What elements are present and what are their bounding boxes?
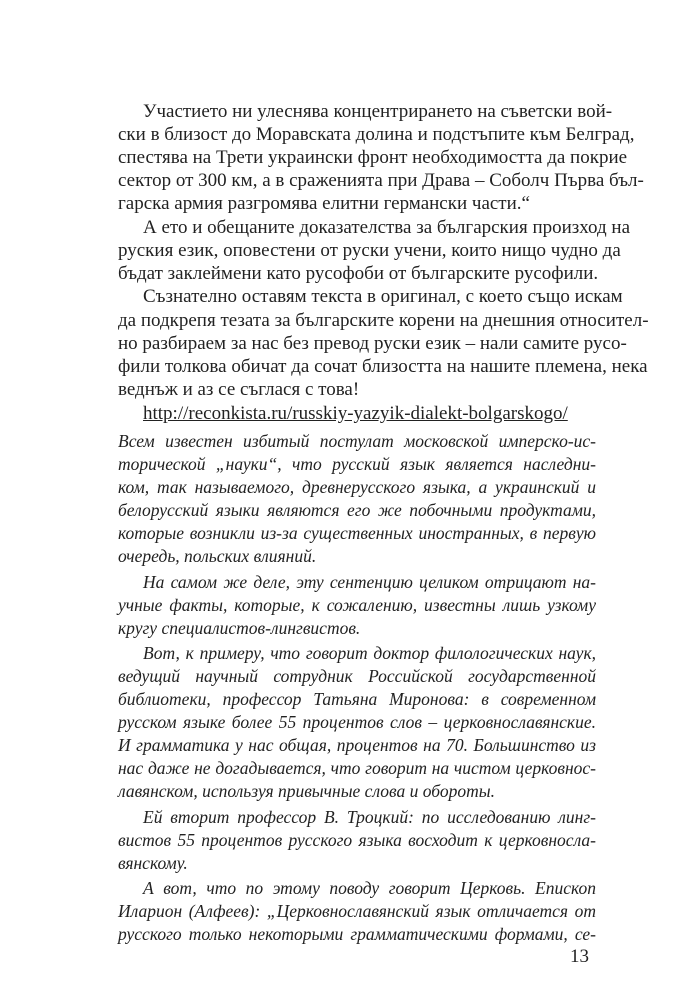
quote-line: лавянском, используя привычные слова и обороты. [118,781,495,801]
quote-line: русского только некоторыми грамматическими формами, се- [118,924,596,944]
body-line: но разбираем за нас без превод руски език – нали самите русо- [118,333,627,354]
body-line: руския език, оповестени от руски учени, които нищо чудно да [118,240,621,261]
body-line: ски в близост до Моравската долина и подстъпите към Белград, [118,124,635,145]
body-line: веднъж и аз се съглася с това! [118,379,360,400]
quote-line: очередь, польских влияний. [118,546,317,566]
body-line: сектор от 300 км, а в сраженията при Драва – Соболч Първа бъл- [118,170,644,191]
quote-line: вистов 55 процентов русского языка восходит к церковносла- [118,830,596,850]
source-link[interactable]: http://reconkista.ru/russkiy-yazyik-dialekt-bolgarskogo/ [143,403,568,424]
quote-line: И грамматика у нас общая, процентов на 70. Большинство из [118,735,596,755]
body-line: Съзнателно оставям текста в оригинал, с което също искам [143,286,623,307]
quote-line: белорусский языки являются его же побочными продуктами, [118,500,596,520]
quote-line: нас даже не догадывается, что говорит на чистом церковнос- [118,758,596,778]
body-line: фили толкова обичат да сочат близостта на нашите племена, нека [118,356,648,377]
quote-line: Иларион (Алфеев): „Церковнославянский язык отличается от [118,901,596,921]
quote-line: ведущий научный сотрудник Российской государственной [118,666,596,686]
quote-line: Всем известен избитый постулат московской имперско-ис- [118,431,596,451]
source-link-line [143,402,596,425]
quote-line: учные факты, которые, к сожалению, известны лишь узкому [118,595,596,615]
quote-line: Вот, к примеру, что говорит доктор филологических наук, [143,643,596,663]
quote-line: торической „науки“, что русский язык является наследни- [118,454,596,474]
body-line: да подкрепя тезата за българските корени на днешния относител- [118,310,649,331]
page-number: 13 [570,946,589,967]
quote-line: А вот, что по этому поводу говорит Церковь. Епископ [143,878,596,898]
quote-line: библиотеки, профессор Татьяна Миронова: в современном [118,689,596,709]
body-line: Участието ни улеснява концентрирането на съветски вой- [143,101,613,122]
quote-line: русском языке более 55 процентов слов – церковнославянские. [118,712,596,732]
quote-line: На самом же деле, эту сентенцию целиком отрицают на- [143,572,596,592]
body-line: гарска армия разгромява елитни германски части.“ [118,193,530,214]
body-line: бъдат заклеймени като русофоби от българските русофили. [118,263,599,284]
quote-line: Ей вторит профессор В. Троцкий: по исследованию линг- [143,807,596,827]
body-line: А ето и обещаните доказателства за българския произход на [143,217,631,238]
body-line: спестява на Трети украински фронт необходимостта да покрие [118,147,628,168]
quote-line: которые возникли из-за существенных иностранных, в первую [118,523,596,543]
quote-line: ком, так называемого, древнерусского языка, а украинский и [118,477,596,497]
quote-line: вянскому. [118,853,188,873]
quote-line: кругу специалистов-лингвистов. [118,618,361,638]
